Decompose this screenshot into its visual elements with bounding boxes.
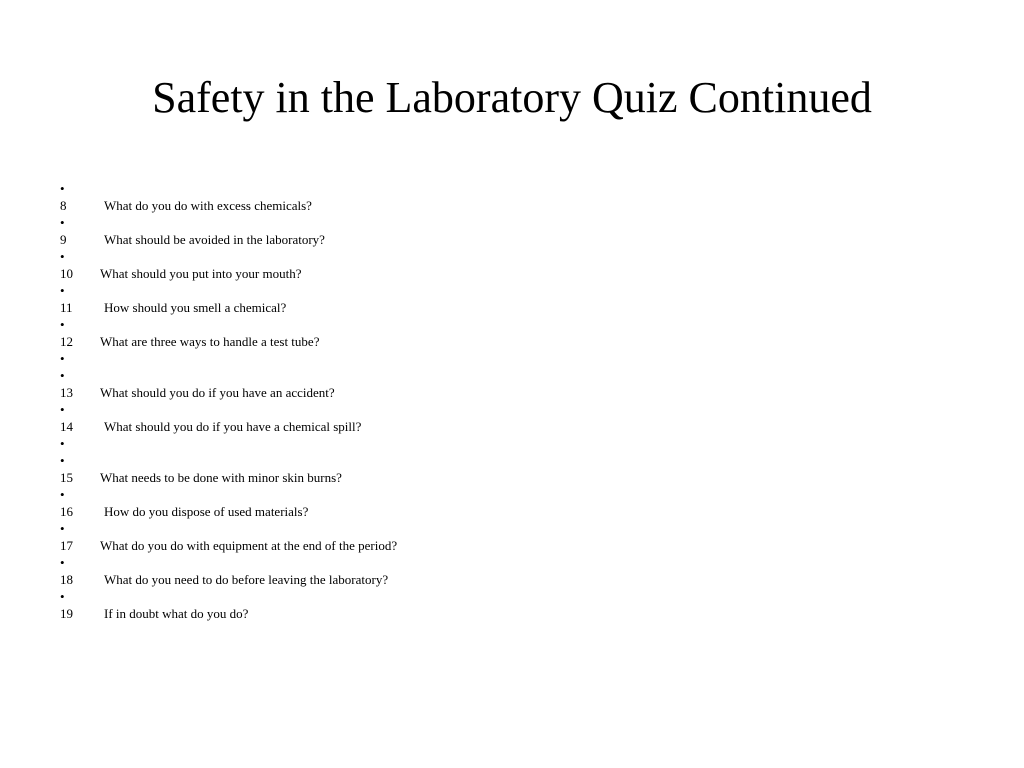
- bullet-marker: •: [60, 589, 65, 604]
- question-text: If in doubt what do you do?: [104, 606, 249, 621]
- bullet-marker: •: [60, 215, 65, 230]
- question-item: 9 What should be avoided in the laboratory?: [60, 232, 325, 247]
- question-text: What do you do with excess chemicals?: [104, 198, 312, 213]
- bullet-marker: •: [60, 283, 65, 298]
- question-item: 11 How should you smell a chemical?: [60, 300, 287, 315]
- question-item: 16 How do you dispose of used materials?: [60, 504, 309, 519]
- question-text: What should you do if you have an accident?: [100, 385, 335, 400]
- question-item: 18 What do you need to do before leaving the laboratory?: [60, 572, 389, 587]
- question-item: 15 What needs to be done with minor skin burns?: [60, 470, 342, 485]
- question-list: [60, 180, 960, 622]
- bullet-marker: •: [60, 436, 65, 451]
- question-text: What needs to be done with minor skin burns?: [100, 470, 342, 485]
- bullet-marker: •: [60, 181, 65, 196]
- question-item: 17 What do you do with equipment at the end of the period?: [60, 538, 398, 553]
- slide-title: Safety in the Laboratory Quiz Continued: [152, 73, 872, 122]
- question-text: What do you need to do before leaving the laboratory?: [104, 572, 389, 587]
- question-item: 12 What are three ways to handle a test tube?: [60, 334, 320, 349]
- bullet-marker: •: [60, 555, 65, 570]
- question-text: What are three ways to handle a test tube?: [100, 334, 320, 349]
- question-text: How should you smell a chemical?: [104, 300, 287, 315]
- question-text: What do you do with equipment at the end of the period?: [100, 538, 398, 553]
- question-text: What should you put into your mouth?: [100, 266, 302, 281]
- question-item: 8 What do you do with excess chemicals?: [60, 198, 312, 213]
- bullet-marker: •: [60, 317, 65, 332]
- bullet-marker: •: [60, 402, 65, 417]
- question-item: 10 What should you put into your mouth?: [60, 266, 302, 281]
- bullet-marker: •: [60, 351, 65, 366]
- question-item: 14 What should you do if you have a chemical spill?: [60, 419, 362, 434]
- question-item: 13 What should you do if you have an accident?: [60, 385, 335, 400]
- bullet-marker: •: [60, 249, 65, 264]
- bullet-marker: •: [60, 521, 65, 536]
- bullet-marker: •: [60, 368, 65, 383]
- question-text: What should you do if you have a chemical spill?: [104, 419, 362, 434]
- bullet-marker: •: [60, 453, 65, 468]
- bullet-marker: •: [60, 487, 65, 502]
- question-text: How do you dispose of used materials?: [104, 504, 309, 519]
- question-item: 19 If in doubt what do you do?: [60, 606, 249, 621]
- question-text: What should be avoided in the laboratory?: [104, 232, 325, 247]
